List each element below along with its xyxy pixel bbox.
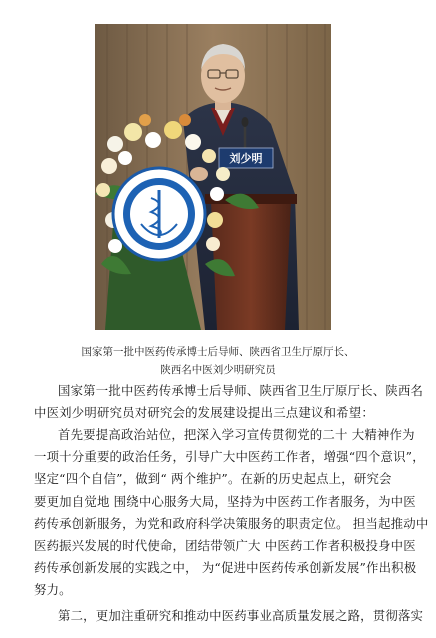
paragraph-line: 药传承创新发展的实践之中， 为“促进中医药传承创新发展”作出积极	[34, 560, 417, 576]
paragraph-line: 中医刘少明研究员对研究会的发展建设提出三点建议和希望：	[34, 405, 374, 421]
paragraph-line: 坚定“四个自信”，做到“ 两个维护”。在新的历史起点上，研究会	[34, 471, 392, 487]
paragraph-line: 药传承创新服务，为党和政府科学决策服务的职责定位。 担当起推动中	[34, 515, 429, 531]
photo-caption-line-2: 陕西名中医刘少明研究员	[160, 364, 276, 376]
paragraph-line: 国家第一批中医药传承博士后导师、陕西省卫生厅原厅长、陕西名	[58, 383, 424, 398]
paragraph-line: 医药振兴发展的时代使命，团结带领广大 中医药工作者积极投身中医	[34, 538, 416, 554]
paragraph-intro	[34, 380, 424, 424]
speaker-photo	[95, 24, 331, 330]
paragraph-second-suggestion	[34, 605, 424, 627]
paragraph-line: 要更加自觉地 围绕中心服务大局，坚持为中医药工作者服务，为中医	[34, 493, 416, 509]
paragraph-first-suggestion	[34, 424, 429, 602]
paragraph-line: 首先要提高政治站位，把深入学习宣传贯彻党的二十 大精神作为	[58, 427, 415, 442]
paragraph-line: 第二，更加注重研究和推动中医药事业高质量发展之路，贯彻落实	[58, 608, 424, 623]
speaker-photo-illustration	[95, 24, 331, 330]
photo-caption-line-1: 国家第一批中医药传承博士后导师、陕西省卫生厅原厅长、	[81, 346, 355, 358]
paragraph-line: 努力。	[34, 582, 72, 598]
name-plate: 刘少明	[229, 152, 263, 165]
paragraph-line: 一项十分重要的政治任务，引导广大中医药工作者，增强“四个意识”，	[34, 449, 425, 465]
